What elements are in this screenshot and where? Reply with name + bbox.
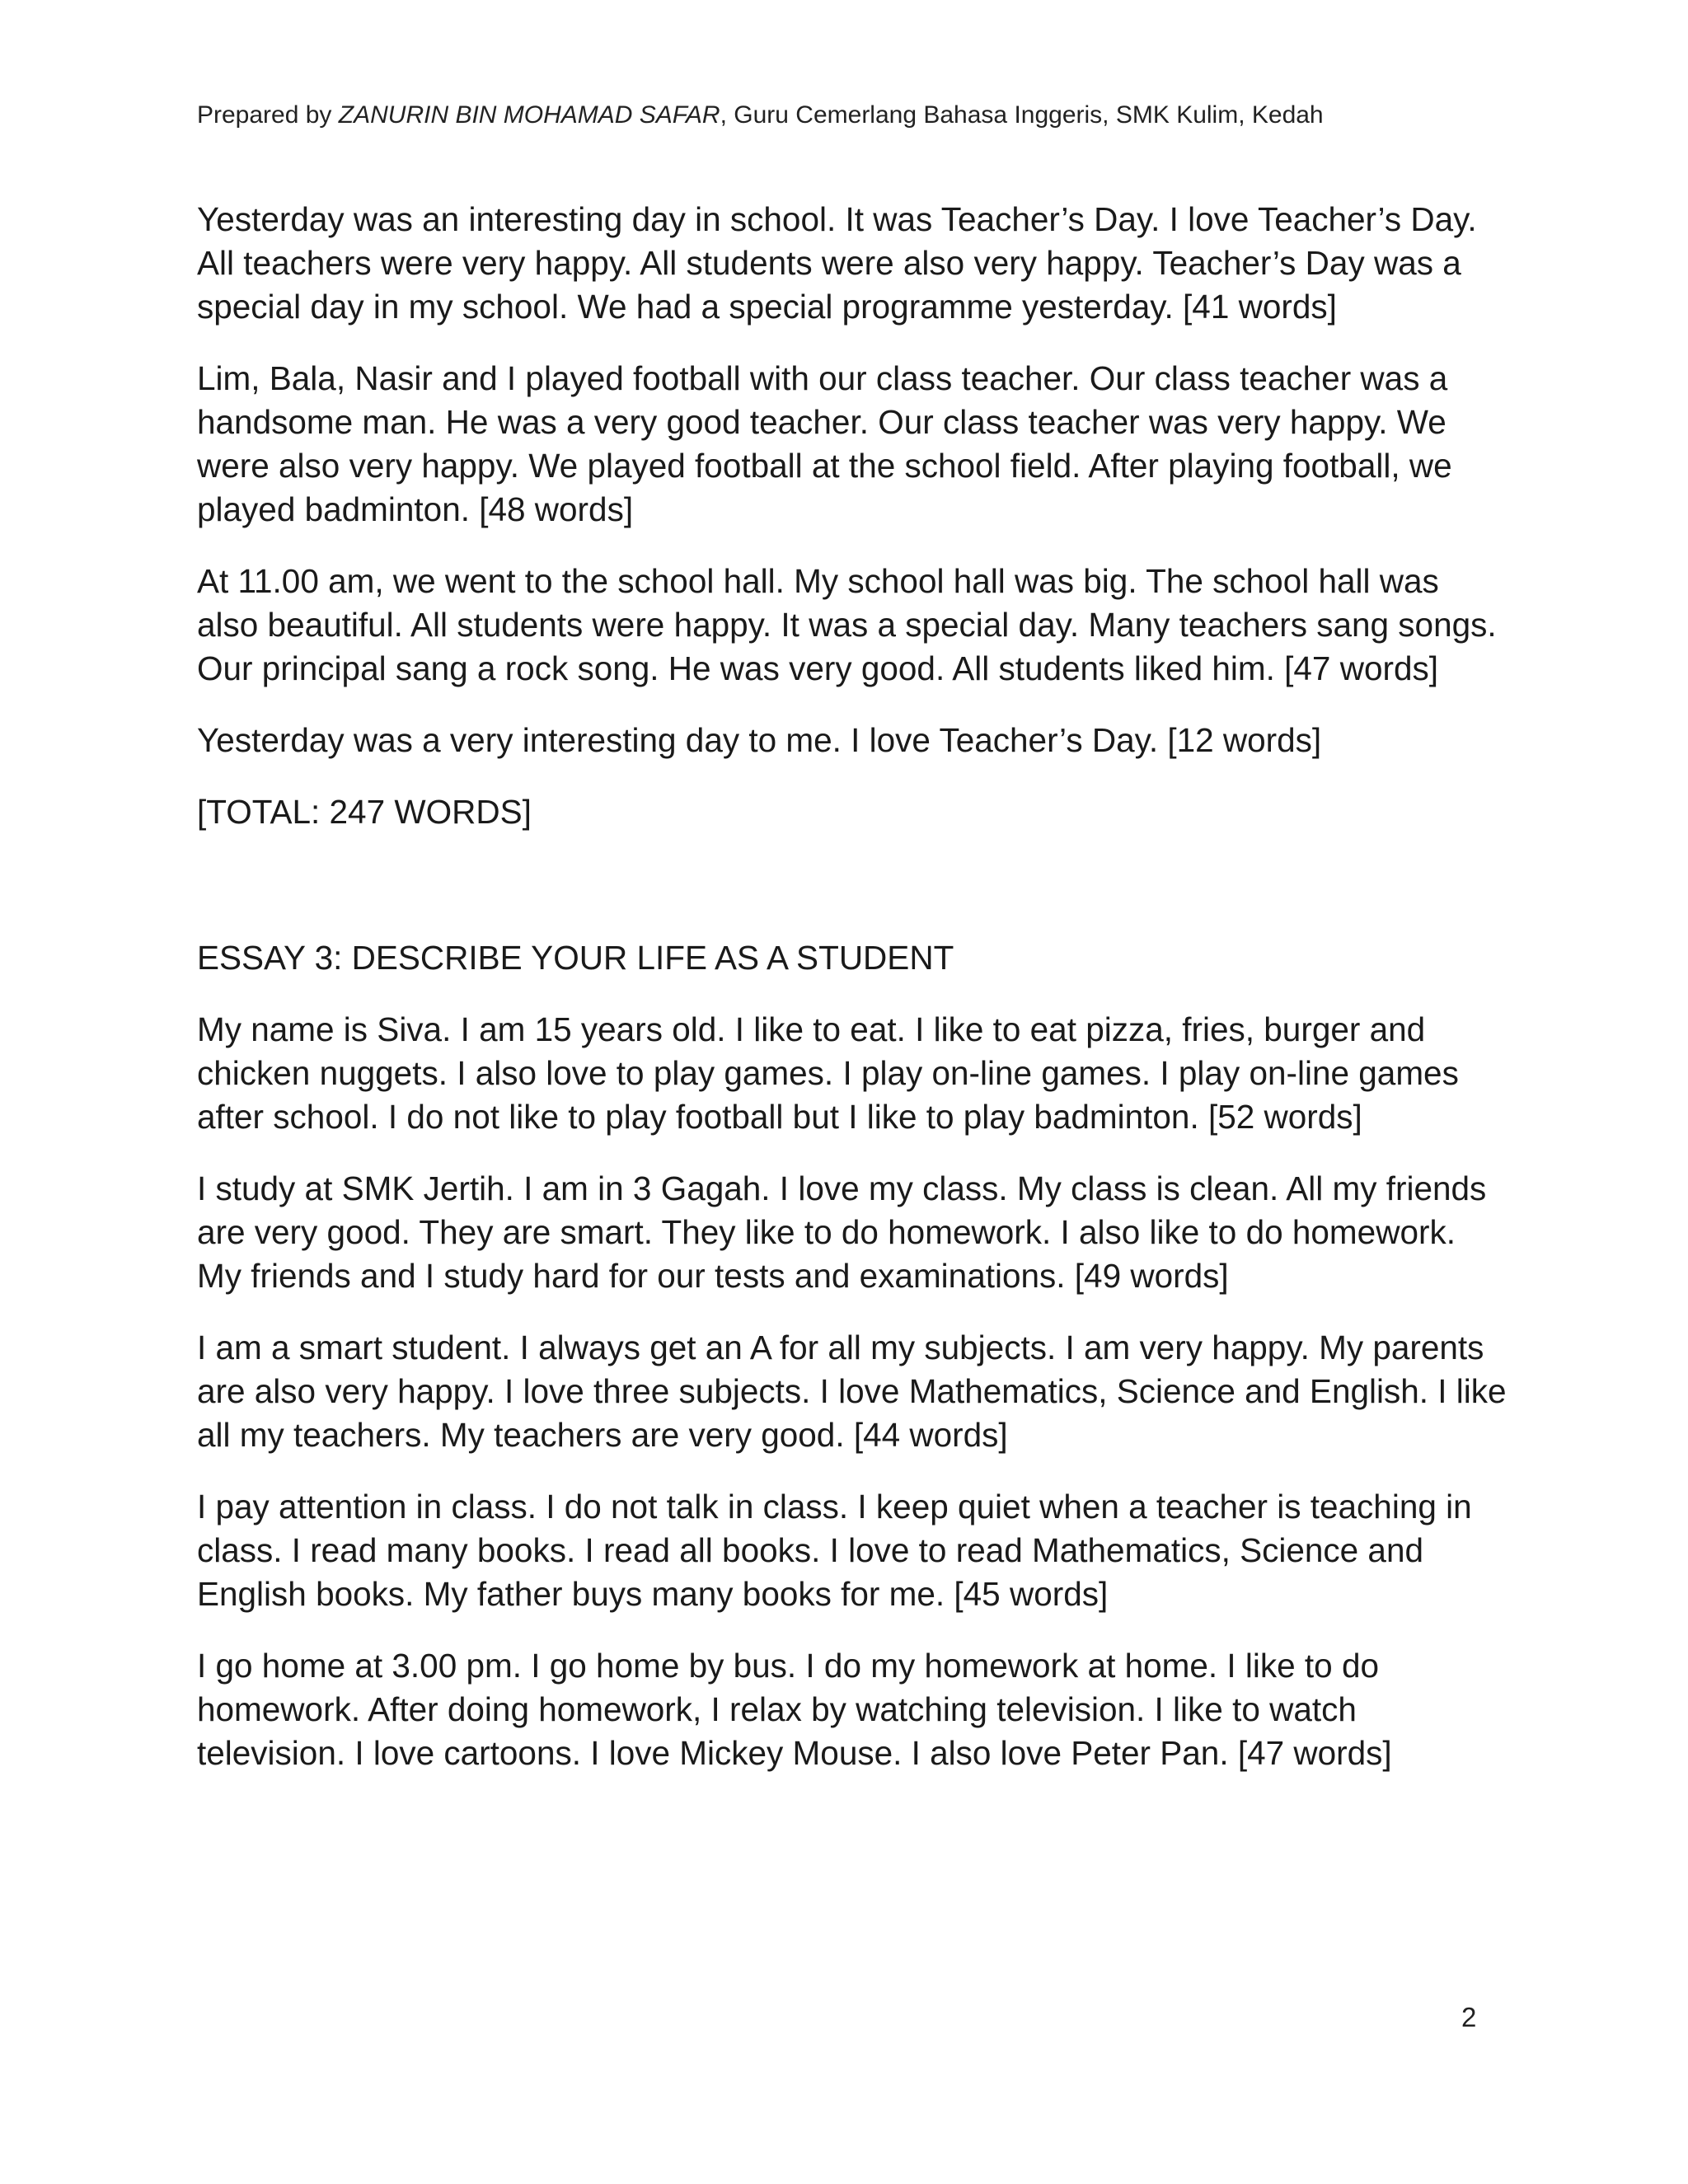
essay2-paragraph-4: Yesterday was a very interesting day to me. I love Teacher’s Day. [12 words] — [197, 721, 1322, 759]
essay3-paragraph-1: My name is Siva. I am 15 years old. I like to eat. I like to eat pizza, fries, burger and chicken nuggets. I also love to play games. I play on-line games. I play on-line games after school. I do not like to play football but I like to play badminton. [52 words] — [197, 1010, 1459, 1136]
document-body — [197, 198, 1507, 1775]
essay3-paragraph-4: I pay attention in class. I do not talk in class. I keep quiet when a teacher is teaching in class. I read many books. I read all books. I love to read Mathematics, Science and English books. My father buys many books for me. [45 words] — [197, 1488, 1472, 1613]
essay3-title: ESSAY 3: DESCRIBE YOUR LIFE AS A STUDENT — [197, 939, 954, 977]
essay3-paragraph-5: I go home at 3.00 pm. I go home by bus. I do my homework at home. I like to do homework. After doing homework, I relax by watching television. I like to watch television. I love cartoons. I love Mickey Mouse. I also love Peter Pan. [47 words] — [197, 1647, 1392, 1772]
essay2-paragraph-1: Yesterday was an interesting day in school. It was Teacher’s Day. I love Teacher’s Day. All teachers were very happy. All students were also very happy. Teacher’s Day was a special day in my school. We had a special programme yesterday. [41 words] — [197, 200, 1477, 326]
page-number: 2 — [1461, 2002, 1477, 2032]
essay2-total: [TOTAL: 247 WORDS] — [197, 793, 532, 831]
page-header — [197, 99, 1324, 132]
header-suffix: , Guru Cemerlang Bahasa Inggeris, SMK Kulim, Kedah — [720, 101, 1324, 129]
essay2-paragraph-3: At 11.00 am, we went to the school hall. My school hall was big. The school hall was also beautiful. All students were happy. It was a special day. Many teachers sang songs. Our principal sang a rock song. He was very good. All students liked him. [47 words] — [197, 562, 1497, 687]
header-author: ZANURIN BIN MOHAMAD SAFAR — [338, 101, 720, 129]
essay3-paragraph-3: I am a smart student. I always get an A for all my subjects. I am very happy. My parents are also very happy. I love three subjects. I love Mathematics, Science and English. I like all my teachers. My teachers are very good. [44 words] — [197, 1329, 1507, 1454]
essay2-paragraph-2: Lim, Bala, Nasir and I played football with our class teacher. Our class teacher was a handsome man. He was a very good teacher. Our class teacher was very happy. We were also very happy. We played football at the school field. After playing football, we played badminton. [48 words] — [197, 359, 1452, 528]
essay3-paragraph-2: I study at SMK Jertih. I am in 3 Gagah. I love my class. My class is clean. All my friends are very good. They are smart. They like to do homework. I also like to do homework. My friends and I study hard for our tests and examinations. [49 words] — [197, 1169, 1487, 1295]
header-prefix: Prepared by — [197, 101, 339, 129]
